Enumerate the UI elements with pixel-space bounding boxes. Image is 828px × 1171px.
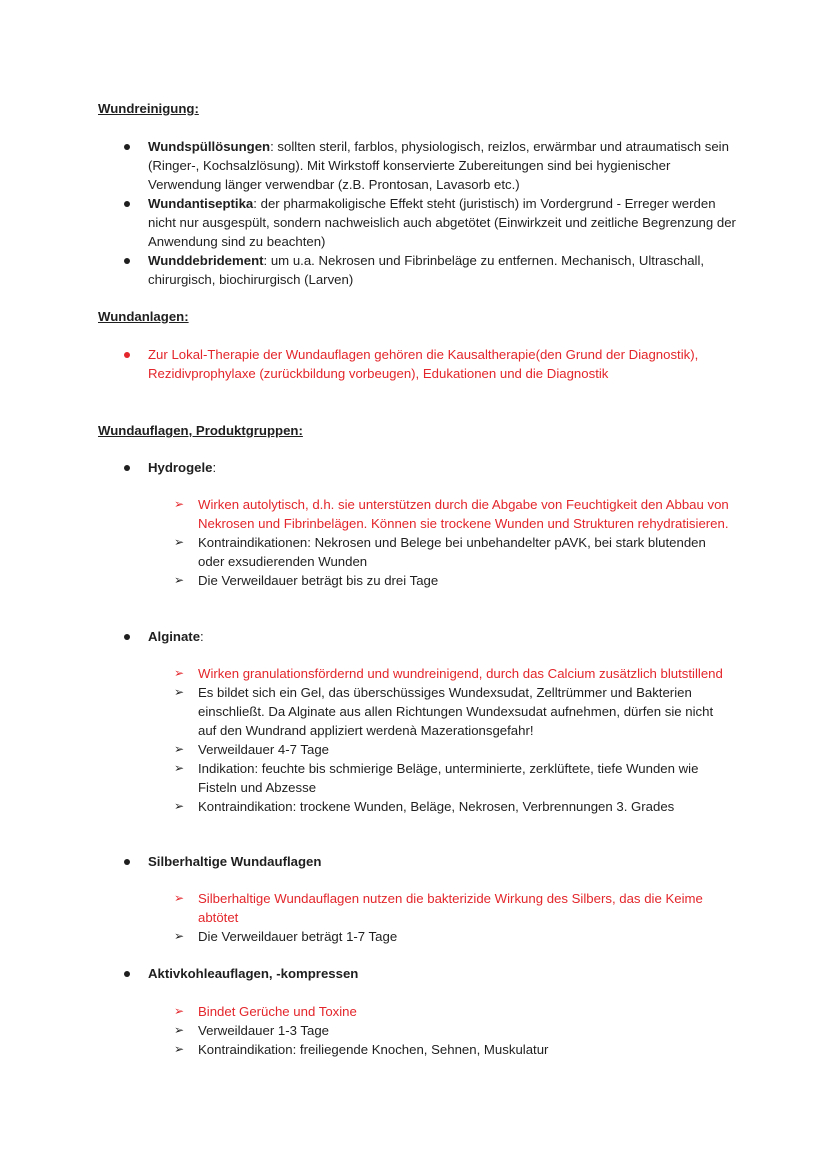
list-item: ➢ Wirken granulationsfördernd und wundreinigend, durch das Calcium zusätzlich blutstillend (174, 666, 723, 681)
list-item: ➢ Die Verweildauer beträgt bis zu drei Tage (174, 573, 439, 588)
group-hydrogele (121, 458, 741, 477)
arrow-bullet-icon: ➢ (174, 799, 185, 813)
list-silberhaltige (174, 889, 734, 946)
list-alginate (174, 664, 734, 816)
arrow-bullet-icon: ➢ (174, 573, 185, 587)
arrow-bullet-icon: ➢ (174, 1004, 185, 1018)
arrow-bullet-icon: ➢ (174, 666, 185, 680)
list-item: ➢ Verweildauer 1-3 Tage (174, 1023, 329, 1038)
list-item: Wundspüllösungen: sollten steril, farblos, physiologisch, reizlos, erwärmbar und atraumatisch sein (Ringer-, Kochsalzlösung). Mit Wirkstoff konservierte Zubereitungen sind bei hygienischer Verwendung länger verwendbar (z.B. Prontosan, Lavasorb etc.) (121, 137, 741, 194)
group-title: Silberhaltige Wundauflagen (121, 852, 741, 871)
list-item: Wundantiseptika: der pharmakoligische Effekt steht (juristisch) im Vordergrund - Erreger werden nicht nur ausgespült, sondern nachweislich auch abgetötet (Einwirkzeit und zeitliche Begrenzung der Anwendung sind zu beachten) (121, 194, 741, 251)
list-item: ➢ Die Verweildauer beträgt 1-7 Tage (174, 929, 398, 944)
list-item: ➢ Kontraindikation: trockene Wunden, Beläge, Nekrosen, Verbrennungen 3. Grades (174, 799, 675, 814)
list-item: ➢ Silberhaltige Wundauflagen nutzen die bakterizide Wirkung des Silbers, das die Keime abtötet (174, 891, 703, 925)
list-item: ➢ Bindet Gerüche und Toxine (174, 1004, 357, 1019)
list-item: ➢ Kontraindikationen: Nekrosen und Belege bei unbehandelter pAVK, bei stark blutenden oder exsudierenden Wunden (174, 535, 706, 569)
group-silberhaltige (121, 852, 741, 871)
arrow-bullet-icon: ➢ (174, 742, 185, 756)
list-hydrogele (174, 495, 734, 590)
group-aktivkohle (121, 964, 741, 983)
arrow-bullet-icon: ➢ (174, 497, 185, 511)
arrow-bullet-icon: ➢ (174, 1042, 185, 1056)
heading-wundanlagen: Wundanlagen: (98, 309, 189, 324)
group-title: Aktivkohleauflagen, -kompressen (121, 964, 741, 983)
list-item: Zur Lokal-Therapie der Wundauflagen gehören die Kausaltherapie(den Grund der Diagnostik), Rezidivprophylaxe (zurückbildung vorbeugen), Edukationen und die Diagnostik (121, 345, 741, 383)
arrow-bullet-icon: ➢ (174, 685, 185, 699)
group-alginate (121, 627, 741, 646)
arrow-bullet-icon: ➢ (174, 1023, 185, 1037)
list-wundreinigung (121, 137, 741, 289)
heading-produktgruppen: Wundauflagen, Produktgruppen: (98, 423, 303, 438)
list-item: Wunddebridement: um u.a. Nekrosen und Fibrinbeläge zu entfernen. Mechanisch, Ultraschall, chirurgisch, biochirurgisch (Larven) (121, 251, 741, 289)
list-aktivkohle (174, 1002, 734, 1059)
arrow-bullet-icon: ➢ (174, 929, 185, 943)
arrow-bullet-icon: ➢ (174, 891, 185, 905)
group-title: Hydrogele: (121, 458, 741, 477)
list-item: ➢ Es bildet sich ein Gel, das überschüssiges Wundexsudat, Zelltrümmer und Bakterien einschließt. Da Alginate aus allen Richtungen Wundexsudat aufnehmen, dürfen sie nicht auf den Wundrand appliziert werdenà Mazerationsgefahr! (174, 685, 714, 738)
arrow-bullet-icon: ➢ (174, 761, 185, 775)
list-item: ➢ Wirken autolytisch, d.h. sie unterstützen durch die Abgabe von Feuchtigkeit den Abbau von Nekrosen und Fibrinbelägen. Können sie trockene Wunden und Strukturen rehydratisieren. (174, 497, 729, 531)
group-title: Alginate: (121, 627, 741, 646)
list-item: ➢ Kontraindikation: freiliegende Knochen, Sehnen, Muskulatur (174, 1042, 549, 1057)
list-wundanlagen (121, 345, 741, 383)
heading-wundreinigung: Wundreinigung: (98, 101, 199, 116)
list-item: ➢ Verweildauer 4-7 Tage (174, 742, 329, 757)
list-item: ➢ Indikation: feuchte bis schmierige Beläge, unterminierte, zerklüftete, tiefe Wunden wie Fisteln und Abzesse (174, 761, 699, 795)
arrow-bullet-icon: ➢ (174, 535, 185, 549)
